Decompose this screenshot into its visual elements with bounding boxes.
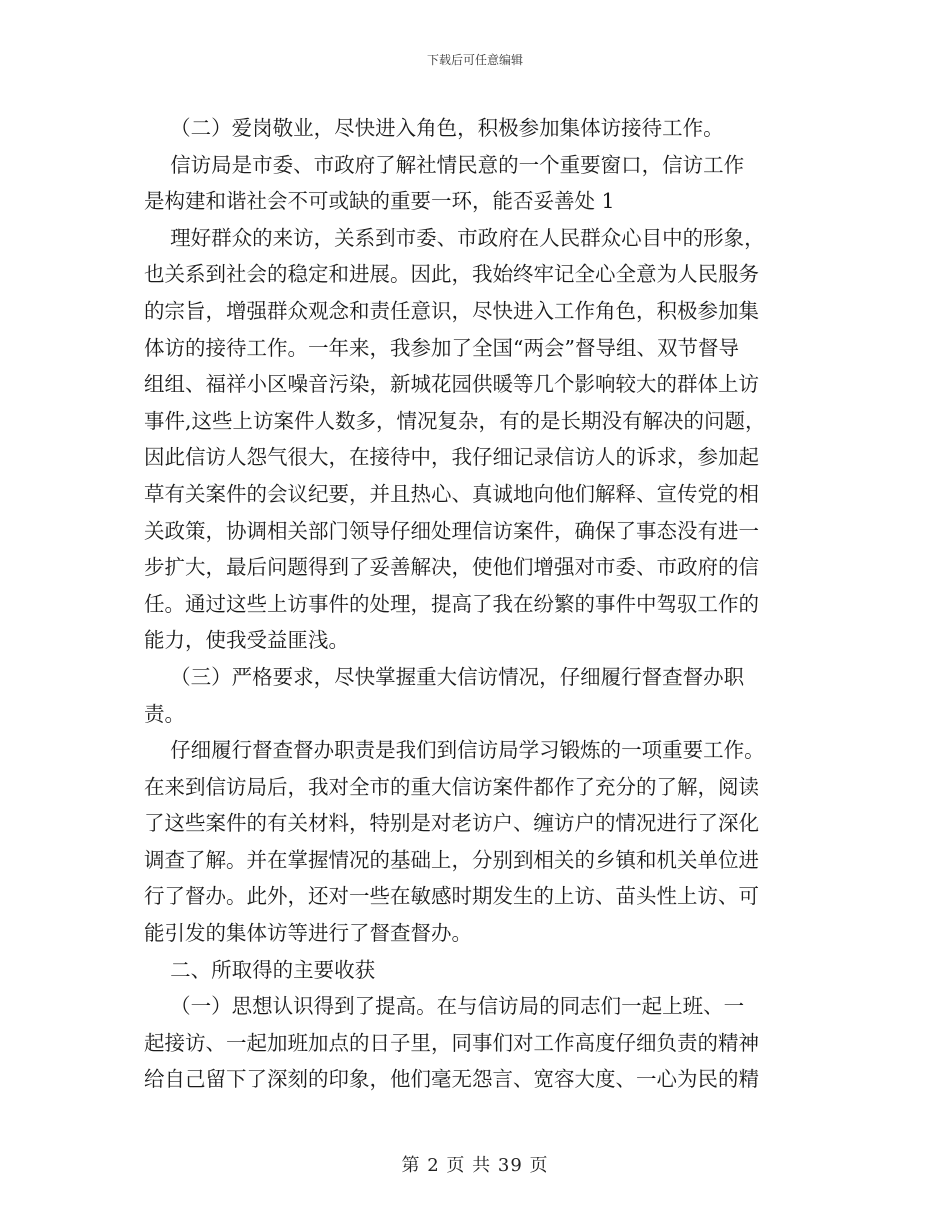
page-number-suffix: 页 xyxy=(529,1155,549,1176)
text-line: 仔细履行督查督办职责是我们到信访局学习锻炼的一项重要工作。 xyxy=(144,738,765,763)
text-line: 是构建和谐社会不可或缺的重要一环，能否妥善处 1 xyxy=(144,189,615,214)
text-line: 责。 xyxy=(144,701,185,726)
document-text xyxy=(144,110,806,1098)
text-line: 信访局是市委、市政府了解社情民意的一个重要窗口，信访工作 xyxy=(144,152,745,177)
text-line: 能引发的集体访等进行了督查督办。 xyxy=(144,921,472,946)
text-line: 也关系到社会的稳定和进展。因此，我始终牢记全心全意为人民服务 xyxy=(144,262,759,287)
page-number-middle: 页 共 xyxy=(446,1155,492,1176)
text-line: 关政策，协调相关部门领导仔细处理信访案件，确保了事态没有进一 xyxy=(144,518,759,543)
page-number-prefix: 第 xyxy=(401,1155,421,1176)
text-line: 因此信访人怨气很大，在接待中，我仔细记录信访人的诉求，参加起 xyxy=(144,445,759,470)
section-heading: 二、所取得的主要收获 xyxy=(144,957,376,982)
page-footer xyxy=(0,1155,950,1177)
text-line: 任。通过这些上访事件的处理，提高了我在纷繁的事件中驾驭工作的 xyxy=(144,591,759,616)
text-line: 体访的接待工作。一年来，我参加了全国“两会”督导组、双节督导 xyxy=(144,335,739,360)
page-header: 下载后可任意编辑 xyxy=(426,53,523,67)
text-line: 能力，使我受益匪浅。 xyxy=(144,628,349,653)
text-line: （二）爱岗敬业，尽快进入角色，积极参加集体访接待工作。 xyxy=(144,116,724,140)
text-line: 调查了解。并在掌握情况的基础上，分别到相关的乡镇和机关单位进 xyxy=(144,847,759,872)
total-page-count: 39 xyxy=(497,1155,523,1176)
text-line: （三）严格要求，尽快掌握重大信访情况，仔细履行督查督办职 xyxy=(144,664,745,689)
text-line: 起接访、一起加班加点的日子里，同事们对工作高度仔细负责的精神 xyxy=(144,1030,759,1055)
text-line: 了这些案件的有关材料，特别是对老访户、缠访户的情况进行了深化 xyxy=(144,811,759,836)
text-line: 事件,这些上访案件人数多，情况复杂，有的是长期没有解决的问题， xyxy=(144,408,766,433)
text-line: 的宗旨，增强群众观念和责任意识，尽快进入工作角色，积极参加集 xyxy=(144,298,759,323)
text-line: 理好群众的来访，关系到市委、市政府在人民群众心目中的形象， xyxy=(144,225,765,250)
text-line: 给自己留下了深刻的印象，他们毫无怨言、宽容大度、一心为民的精 xyxy=(144,1067,759,1092)
current-page-number: 2 xyxy=(427,1155,440,1176)
text-line: 行了督办。此外，还对一些在敏感时期发生的上访、苗头性上访、可 xyxy=(144,884,759,909)
text-line: （一）思想认识得到了提高。在与信访局的同志们一起上班、一 xyxy=(144,994,745,1019)
text-line: 草有关案件的会议纪要，并且热心、真诚地向他们解释、宣传党的相 xyxy=(144,481,759,506)
text-line: 在来到信访局后，我对全市的重大信访案件都作了充分的了解，阅读 xyxy=(144,774,759,799)
document-body xyxy=(144,110,806,1098)
text-line: 组组、福祥小区噪音污染，新城花园供暖等几个影响较大的群体上访 xyxy=(144,372,759,397)
text-line: 步扩大，最后问题得到了妥善解决，使他们增强对市委、市政府的信 xyxy=(144,555,759,580)
